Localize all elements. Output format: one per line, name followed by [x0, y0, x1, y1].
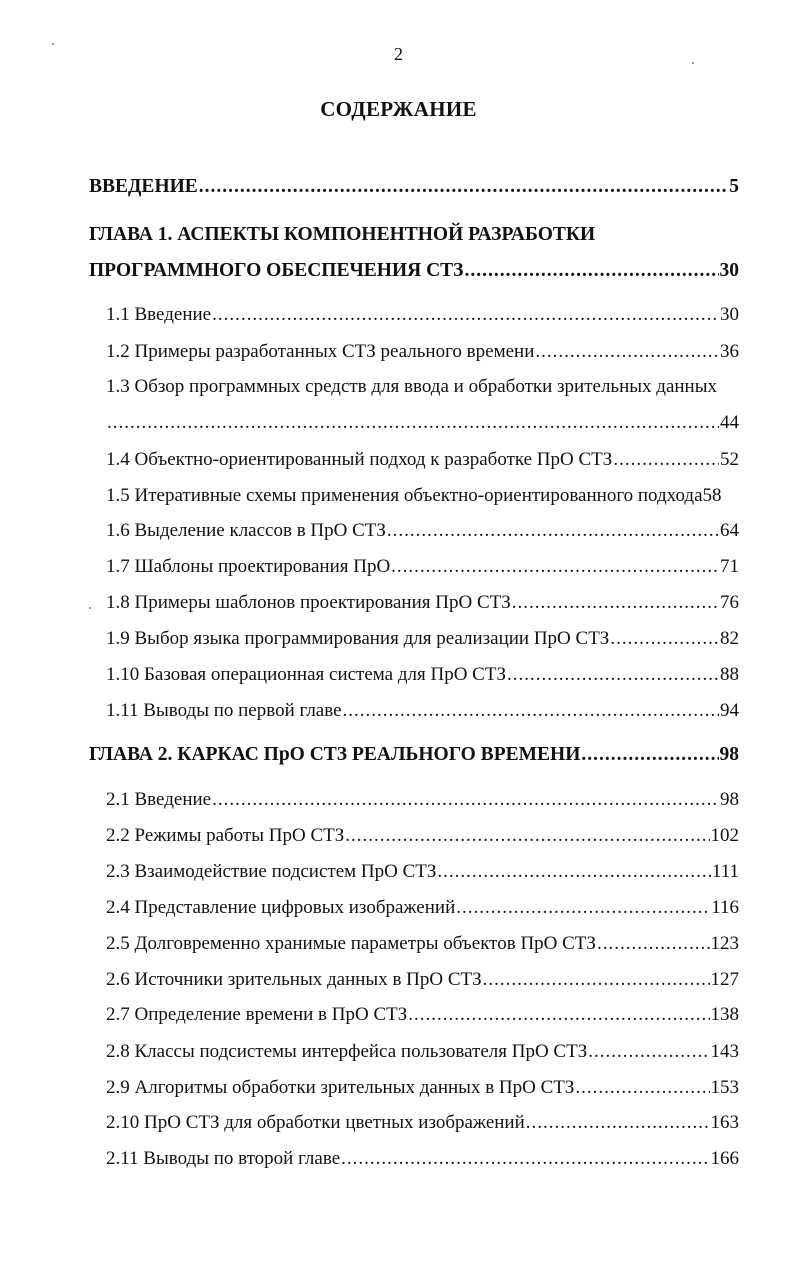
toc-entry-page: 30	[720, 304, 739, 325]
dot-leader	[456, 894, 710, 922]
toc-entry-1-3[interactable]	[106, 373, 739, 401]
dot-leader	[464, 257, 718, 285]
toc-entry-text: 1.9 Выбор языка программирования для реализации ПрО СТЗ	[106, 628, 610, 649]
toc-entry-page: 88	[720, 664, 739, 685]
dot-leader	[588, 1038, 709, 1066]
toc-entry-text: ВВЕДЕНИЕ	[89, 176, 198, 197]
toc-entry-2-1[interactable]	[106, 786, 739, 814]
toc-entry-1-4[interactable]	[106, 446, 739, 474]
dot-leader	[613, 446, 719, 474]
toc-entry-1-11[interactable]	[106, 697, 739, 725]
toc-entry-text: 1.7 Шаблоны проектирования ПрО	[106, 556, 391, 577]
dot-leader	[437, 858, 711, 886]
toc-entry-text: 2.2 Режимы работы ПрО СТЗ	[106, 825, 345, 846]
toc-entry-text: 2.7 Определение времени в ПрО СТЗ	[106, 1004, 408, 1025]
dot-leader	[343, 697, 719, 725]
toc-entry-1-9[interactable]	[106, 625, 739, 653]
toc-title: СОДЕРЖАНИЕ	[320, 97, 477, 121]
toc-entry-chapter-1-heading[interactable]	[89, 221, 739, 249]
dot-leader	[107, 409, 719, 437]
toc-entry-1-1[interactable]	[106, 301, 739, 329]
dot-leader	[212, 786, 719, 814]
toc-entry-page: 44	[720, 412, 739, 433]
toc-entry-text: 1.5 Итеративные схемы применения объектно-ориентированного подхода58	[106, 485, 722, 506]
scan-speck	[89, 607, 91, 609]
toc-entry-text: 1.2 Примеры разработанных СТЗ реального времени	[106, 341, 535, 362]
toc-entry-text: 2.5 Долговременно хранимые параметры объектов ПрО СТЗ	[106, 933, 596, 954]
dot-leader	[387, 517, 719, 545]
toc-entry-2-5[interactable]	[106, 930, 739, 958]
toc-entry-text: 2.4 Представление цифровых изображений	[106, 897, 456, 918]
toc-entry-2-6[interactable]	[106, 966, 739, 994]
toc-entry-page: 123	[710, 933, 739, 954]
toc-entry-2-8[interactable]	[106, 1038, 739, 1066]
toc-entry-text: 1.1 Введение	[106, 304, 212, 325]
toc-entry-2-4[interactable]	[106, 894, 739, 922]
toc-entry-page: 98	[720, 789, 739, 810]
dot-leader	[507, 661, 719, 689]
toc-entry-1-10[interactable]	[106, 661, 739, 689]
dot-leader	[391, 553, 719, 581]
toc-entry-introduction[interactable]	[89, 173, 739, 201]
toc-entry-text: 2.3 Взаимодействие подсистем ПрО СТЗ	[106, 861, 437, 882]
dot-leader	[535, 338, 719, 366]
dot-leader	[512, 589, 719, 617]
toc-entry-page: 138	[710, 1004, 739, 1025]
toc-entry-page: 143	[710, 1041, 739, 1062]
toc-entry-1-5[interactable]	[106, 482, 739, 510]
toc-entry-2-9[interactable]	[106, 1074, 739, 1102]
toc-entry-2-10[interactable]	[106, 1109, 739, 1137]
toc-entry-1-8[interactable]	[106, 589, 739, 617]
toc-entry-page: 36	[720, 341, 739, 362]
toc-entry-page: 5	[729, 176, 739, 197]
toc-entry-chapter-2[interactable]	[89, 741, 739, 769]
page-number: 2	[394, 44, 403, 64]
toc-entry-text: ГЛАВА 1. АСПЕКТЫ КОМПОНЕНТНОЙ РАЗРАБОТКИ	[89, 224, 596, 245]
toc-entry-1-2[interactable]	[106, 338, 739, 366]
toc-entry-page: 127	[710, 969, 739, 990]
toc-entry-page: 94	[720, 700, 739, 721]
toc-entry-text: 2.6 Источники зрительных данных в ПрО СТЗ	[106, 969, 482, 990]
toc-entry-text: 1.10 Базовая операционная система для ПрО СТЗ	[106, 664, 506, 685]
toc-entry-2-2[interactable]	[106, 822, 739, 850]
toc-entry-text: ГЛАВА 2. КАРКАС ПрО СТЗ РЕАЛЬНОГО ВРЕМЕНИ	[89, 744, 581, 765]
toc-entry-page: 153	[710, 1077, 739, 1098]
toc-entry-page: 76	[720, 592, 739, 613]
dot-leader	[526, 1109, 710, 1137]
toc-entry-text: ПРОГРАММНОГО ОБЕСПЕЧЕНИЯ СТЗ	[89, 260, 464, 281]
toc-entry-page: 71	[720, 556, 739, 577]
toc-entry-text: 1.4 Объектно-ориентированный подход к разработке ПрО СТЗ	[106, 449, 613, 470]
toc-entry-2-7[interactable]	[106, 1001, 739, 1029]
toc-entry-1-3-continuation[interactable]	[106, 409, 739, 437]
toc-entry-2-11[interactable]	[106, 1145, 739, 1173]
dot-leader	[212, 301, 719, 329]
toc-entry-text: 1.11 Выводы по первой главе	[106, 700, 342, 721]
dot-leader	[483, 966, 710, 994]
toc-entry-page: 163	[710, 1112, 739, 1133]
toc-entry-text: 1.3 Обзор программных средств для ввода и обработки зрительных данных	[106, 376, 717, 397]
toc-entry-page: 64	[720, 520, 739, 541]
toc-entry-text: 2.10 ПрО СТЗ для обработки цветных изображений	[106, 1112, 525, 1133]
toc-entry-page: 52	[720, 449, 739, 470]
toc-entry-text: 2.9 Алгоритмы обработки зрительных данных в ПрО СТЗ	[106, 1077, 575, 1098]
dot-leader	[575, 1074, 709, 1102]
dot-leader	[341, 1145, 709, 1173]
dot-leader	[345, 822, 709, 850]
toc-entry-text: 1.8 Примеры шаблонов проектирования ПрО СТЗ	[106, 592, 511, 613]
toc-entry-text: 2.11 Выводы по второй главе	[106, 1148, 341, 1169]
toc-entry-text: 2.1 Введение	[106, 789, 212, 810]
toc-entry-page: 166	[710, 1148, 739, 1169]
toc-entry-page: 30	[719, 260, 739, 281]
toc-entry-chapter-1[interactable]	[89, 257, 739, 285]
dot-leader	[408, 1001, 709, 1029]
toc-entry-text: 1.6 Выделение классов в ПрО СТЗ	[106, 520, 386, 541]
toc-entry-page: 116	[711, 897, 739, 918]
scan-speck	[52, 43, 54, 45]
scan-speck	[692, 62, 694, 64]
dot-leader	[581, 741, 718, 769]
toc-entry-1-6[interactable]	[106, 517, 739, 545]
toc-entry-2-3[interactable]	[106, 858, 739, 886]
toc-entry-page: 98	[719, 744, 739, 765]
toc-entry-page: 111	[711, 861, 739, 882]
toc-entry-page: 102	[710, 825, 739, 846]
dot-leader	[597, 930, 710, 958]
toc-entry-text: 2.8 Классы подсистемы интерфейса пользователя ПрО СТЗ	[106, 1041, 588, 1062]
toc-entry-page: 82	[720, 628, 739, 649]
dot-leader	[199, 173, 728, 201]
toc-entry-1-7[interactable]	[106, 553, 739, 581]
dot-leader	[610, 625, 719, 653]
